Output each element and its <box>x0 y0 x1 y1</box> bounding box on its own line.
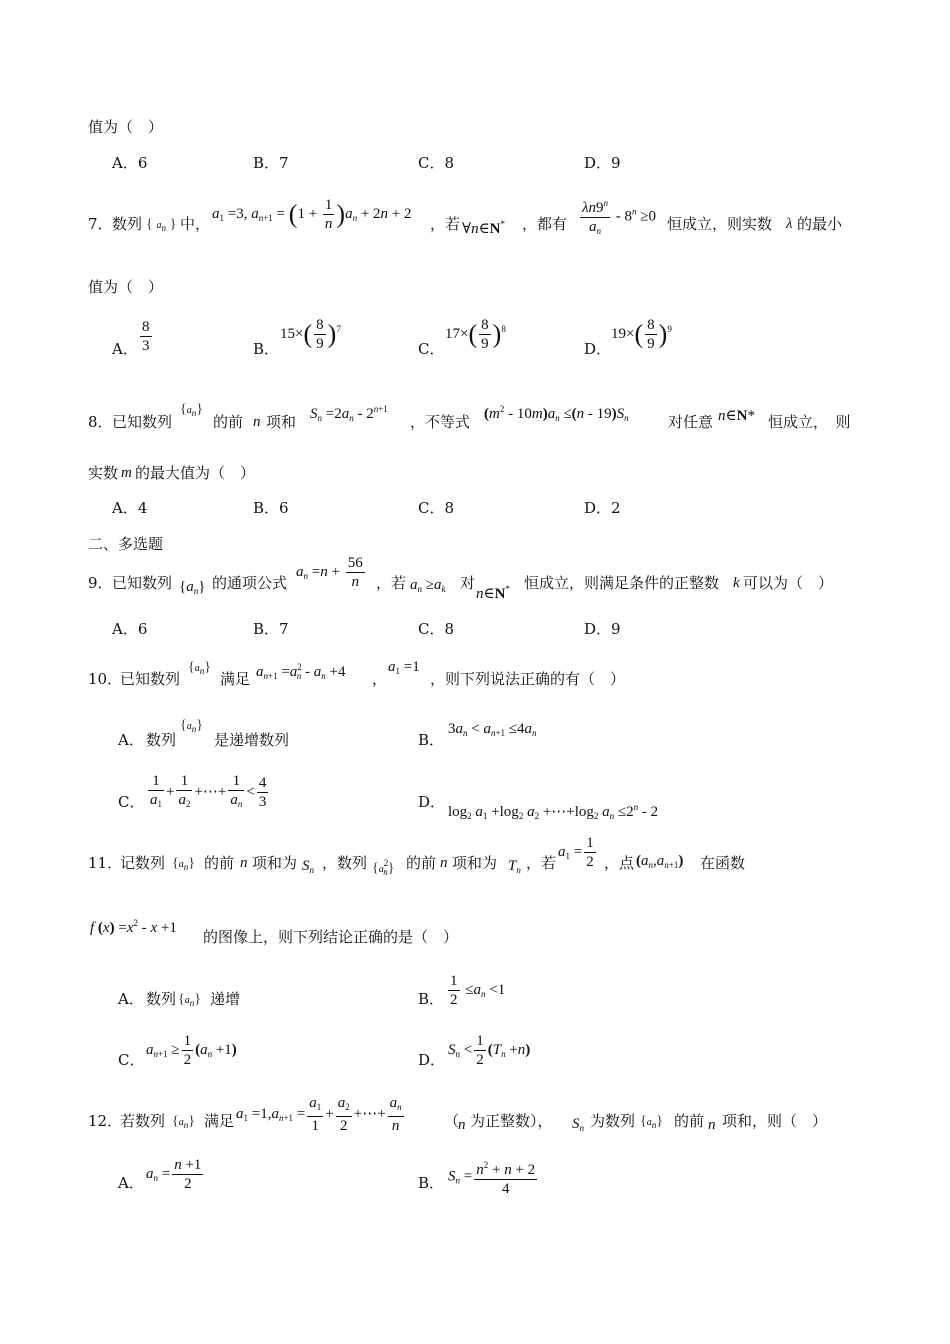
q11-Tn: $T_n$ <box>508 858 521 875</box>
q9-option-c: C．8 <box>418 620 455 638</box>
q9-k: k <box>733 575 740 591</box>
q10-option-c: $\frac{1}{a_1}$ + $\frac{1}{a_2}$ +⋯+ $\frac{1}{a_n}$ < $\frac{4}{3}$ <box>150 773 267 810</box>
q12-seq-an-2: $\{a_n\}$ <box>640 1114 663 1130</box>
q9-option-b: B．7 <box>253 620 289 638</box>
q10-text-4: ，则下列说法正确的有（ ） <box>430 670 626 688</box>
section-title-multi-choice: 二、多选题 <box>88 535 164 553</box>
q7-text-4: ，都有 <box>522 215 568 233</box>
q8-text-4: ，不等式 <box>410 413 471 431</box>
q10-text-2: 满足 <box>220 670 251 688</box>
q12-number: 12． <box>88 1112 123 1130</box>
q8-seq-an: $\{a_n\}$ <box>180 402 203 418</box>
q8-text-7: 实数 <box>88 464 119 482</box>
q11-text-10: 的图像上，则下列结论正确的是（ ） <box>203 928 459 946</box>
q9-condition: $a_n \ge a_k$ <box>410 577 446 594</box>
q8-inequality: $(m^2 - 10m)a_n \le(n - 19)S_n$ <box>484 404 629 423</box>
q7-option-a-label: A． <box>112 340 138 358</box>
q7-tail: 值为（ ） <box>88 278 164 296</box>
q12-text-2: 满足 <box>204 1112 235 1130</box>
q8-n: n <box>253 414 261 430</box>
q7-option-b: 15×( $\frac{8}{9}$ )$^7$ <box>280 317 341 352</box>
q6-option-a: A．6 <box>112 154 148 172</box>
q7-lambda: λ <box>786 216 793 232</box>
q11-function: f $(x) =x^2 - x +1$ <box>90 918 177 936</box>
q11-option-a-text-1: 数列 <box>146 990 177 1008</box>
q8-n-in-N: n∈N* <box>718 408 755 424</box>
q12-n-1: n <box>458 1117 466 1133</box>
q10-option-b-label: B． <box>418 731 445 749</box>
q12-text-4: 为正整数）， <box>470 1112 553 1130</box>
q11-option-c: $a_{n+1}$ ≥ $\frac{1}{2}$ $(a_n +1)$ <box>146 1033 237 1068</box>
q11-text-1: 记数列 <box>120 854 166 872</box>
q11-seq-an: $\{a_n\}$ <box>172 856 195 872</box>
q6-option-b: B．7 <box>253 154 289 172</box>
q7-text-1: 数列 <box>112 215 143 233</box>
q11-text-8: ，点 <box>604 854 635 872</box>
q12-seq-an: $\{a_n\}$ <box>172 1114 195 1130</box>
q12-option-a: $a_n$ = $\frac{n +1}{2}$ <box>146 1157 202 1192</box>
q12-recurrence: $a_1 =1,a_{n+1}$ = $\frac{a_1}{1}$ + $\frac{a_2}{2}$ +⋯+ $\frac{a_n}{n}$ <box>236 1095 402 1134</box>
q10-recurrence: $a_{n+1} =a^2_n - a_n +4$ <box>256 662 346 681</box>
q9-seq-an: $\{a_n\}$ <box>179 579 206 596</box>
q9-text-5: 恒成立，则满足条件的正整数 <box>524 574 720 592</box>
q11-text-9: 在函数 <box>700 854 746 872</box>
q7-option-c: 17×( $\frac{8}{9}$ )$^8$ <box>445 317 506 352</box>
q9-text-4: 对 <box>460 574 476 592</box>
q12-option-a-label: A． <box>118 1174 144 1192</box>
q7-text-3: ，若 <box>430 215 461 233</box>
q11-option-b-label: B． <box>418 990 445 1008</box>
q10-option-b: $3a_n < a_{n+1} \le 4a_n$ <box>448 721 537 738</box>
q8-option-c: C．8 <box>418 499 455 517</box>
q7-inequality: $\frac{\lambda n9^n}{a_n}$ - $8^n \ge 0$ <box>578 194 656 240</box>
q11-text-3: 项和为 <box>252 854 298 872</box>
q9-text-2: 的通项公式 <box>212 574 288 592</box>
q11-text-5: 的前 <box>406 854 437 872</box>
q12-text-5: 为数列 <box>590 1112 636 1130</box>
q12-option-b-label: B． <box>418 1174 445 1192</box>
q11-Sn: $S_n$ <box>302 858 314 875</box>
q8-m: m <box>121 465 132 481</box>
q8-text-3: 项和 <box>266 413 297 431</box>
q10-option-a-seq: $\{a_n\}$ <box>180 718 203 734</box>
q8-option-b: B．6 <box>253 499 289 517</box>
q7-option-d-label: D． <box>584 340 612 358</box>
q8-text-1: 已知数列 <box>112 413 173 431</box>
q7-seq-an: { $a_n$ } <box>146 217 177 233</box>
q11-text-2: 的前 <box>204 854 235 872</box>
q11-option-a-label: A． <box>118 990 144 1008</box>
q8-text-8: 的最大值为（ ） <box>135 464 256 482</box>
q12-n-2: n <box>708 1117 716 1133</box>
q11-option-d: $S_n$ < $\frac{1}{2}$ $(T_n +n)$ <box>448 1033 531 1068</box>
q10-option-a-label: A． <box>118 731 144 749</box>
q7-forall-n: ∀n∈N* <box>462 219 506 237</box>
q11-text-6: 项和为 <box>452 854 498 872</box>
q9-n-in-N: n∈N* <box>476 584 510 602</box>
q12-text-1: 若数列 <box>120 1112 166 1130</box>
q10-option-a-text-1: 数列 <box>146 731 177 749</box>
q11-option-c-label: C． <box>118 1051 145 1069</box>
q12-Sn: $S_n$ <box>572 1116 584 1133</box>
q11-option-a-text-2: 递增 <box>210 990 241 1008</box>
q11-seq-an-squared: $\{a^2_n\}$ <box>372 858 395 877</box>
q7-text-5: 恒成立，则实数 <box>667 215 773 233</box>
q9-formula: $a_n =n$ + $\frac{56}{n}$ <box>296 555 363 590</box>
q9-text-6: 可以为（ ） <box>743 574 834 592</box>
q6-option-c: C．8 <box>418 154 455 172</box>
q8-option-a: A．4 <box>112 499 148 517</box>
q10-seq-an: $\{a_n\}$ <box>188 660 211 676</box>
q7-recurrence: $a_1 =3$, $a_{n+1} = (1$ + $\frac{1}{n}$ )$a_n + 2n + 2$ <box>212 197 412 232</box>
q7-text-6: 的最小 <box>797 215 843 233</box>
q11-initial: $a_1$ = $\frac{1}{2}$ <box>558 835 594 870</box>
q7-number: 7． <box>88 215 113 233</box>
q8-sum-formula: $S_n =2a_n - 2^{n+1}$ <box>310 404 388 423</box>
q9-option-d: D．9 <box>584 620 621 638</box>
q12-text-7: 项和，则（ ） <box>722 1112 828 1130</box>
q7-option-d: 19×( $\frac{8}{9}$ )$^9$ <box>611 317 672 352</box>
q12-option-b: $S_n$ = $\frac{n^2 + n + 2}{4}$ <box>448 1156 539 1198</box>
q9-number: 9． <box>88 574 113 592</box>
q11-number: 11． <box>88 854 123 872</box>
q10-option-d: $\log_2 a_1 +\log_2$ $a_2$ $+\cdots+\log_2$ $a_n \le 2^n - 2$ <box>448 802 659 821</box>
q7-option-a: $\frac{8}{3}$ <box>142 319 150 354</box>
q9-text-1: 已知数列 <box>112 574 173 592</box>
q10-initial: $a_1 =1$ <box>388 659 420 676</box>
q11-option-b: $\frac{1}{2}$ $\le a_n <1$ <box>450 973 506 1008</box>
q10-option-c-label: C． <box>118 793 145 811</box>
q9-text-3: ，若 <box>376 574 407 592</box>
q9-option-a: A．6 <box>112 620 148 638</box>
q12-text-3: （ <box>444 1112 460 1130</box>
q11-n-1: n <box>240 855 248 871</box>
q11-option-a-seq: $\{a_n\}$ <box>178 992 201 1008</box>
q8-text-5: 对任意 <box>668 413 714 431</box>
q10-text-3: ， <box>372 670 388 688</box>
q8-option-d: D．2 <box>584 499 621 517</box>
q11-text-4: ，数列 <box>322 854 368 872</box>
q7-option-b-label: B． <box>253 340 280 358</box>
q8-number: 8． <box>88 413 113 431</box>
q8-text-6: 恒成立， 则 <box>768 413 851 431</box>
q11-text-7: ，若 <box>526 854 557 872</box>
q6-option-d: D．9 <box>584 154 621 172</box>
q12-text-6: 的前 <box>674 1112 705 1130</box>
q11-n-2: n <box>440 855 448 871</box>
q10-option-a-text-2: 是递增数列 <box>214 731 290 749</box>
q10-text-1: 已知数列 <box>120 670 181 688</box>
q10-option-d-label: D． <box>418 793 446 811</box>
q11-point: $(a_n,a_{n+1})$ <box>636 853 684 870</box>
q7-option-c-label: C． <box>418 340 445 358</box>
q8-text-2: 的前 <box>213 413 244 431</box>
q11-option-d-label: D． <box>418 1051 446 1069</box>
q7-text-2: 中， <box>180 215 211 233</box>
q6-tail: 值为（ ） <box>88 118 164 136</box>
q10-number: 10． <box>88 670 123 688</box>
